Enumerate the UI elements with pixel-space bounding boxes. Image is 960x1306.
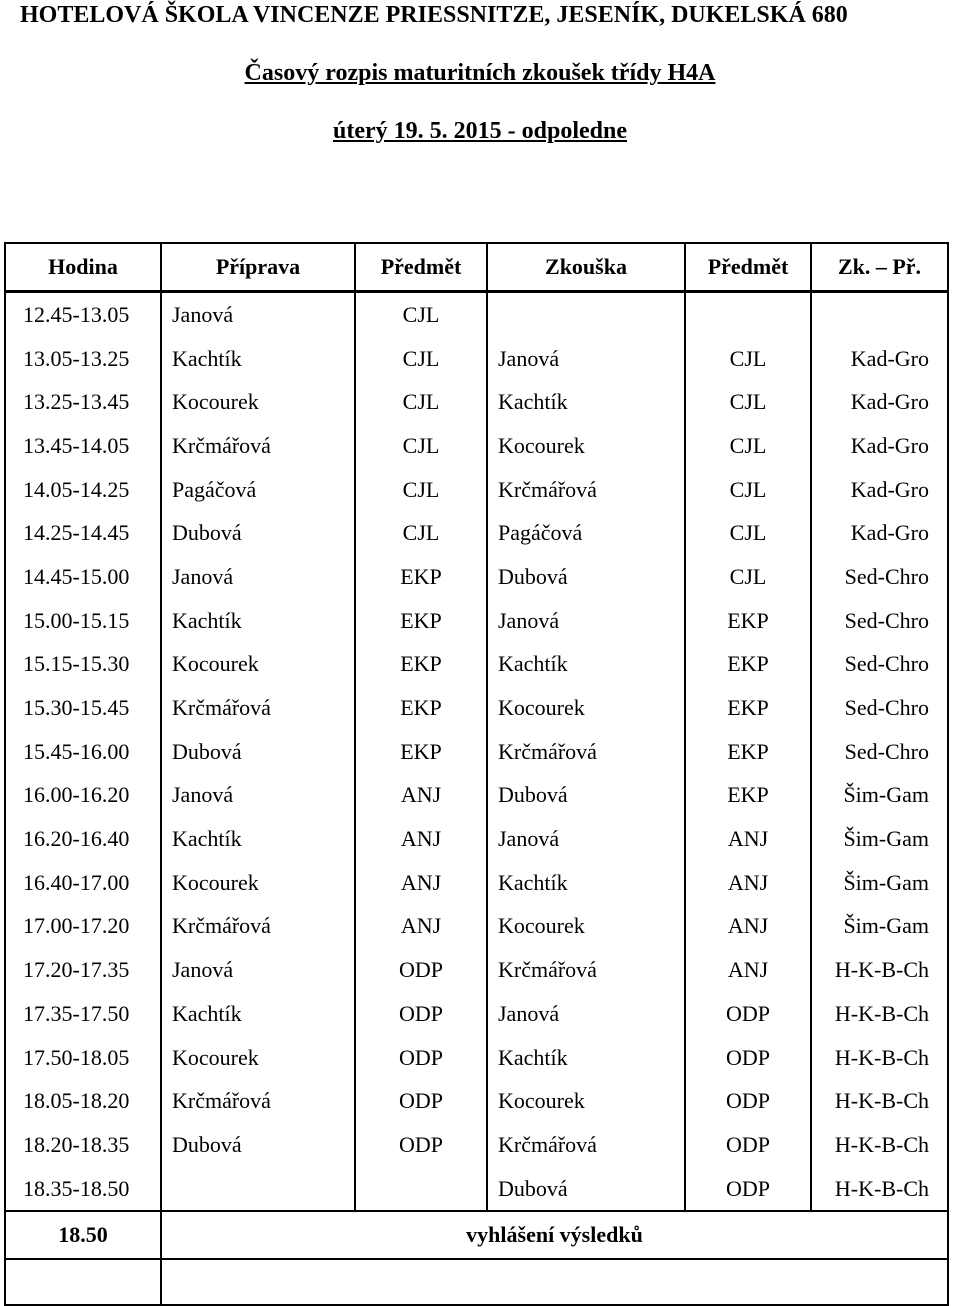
schedule-body [5,292,948,1306]
exam-cell: Krčmářová [487,468,685,512]
preparation-subject-cell: EKP [355,643,487,687]
table-row [5,905,948,949]
preparation-cell: Janová [161,774,355,818]
exam-cell: Kachtík [487,643,685,687]
exam-cell: Kachtík [487,861,685,905]
empty-cell [161,1259,948,1305]
examiners-cell: Sed-Chro [811,643,948,687]
header-row [5,243,948,292]
exam-cell: Dubová [487,1167,685,1212]
exam-subject-cell: CJL [685,511,811,555]
time-cell: 16.20-16.40 [5,817,161,861]
table-row [5,292,948,337]
table-row [5,337,948,381]
time-cell: 17.00-17.20 [5,905,161,949]
preparation-cell: Kachtík [161,817,355,861]
examiners-cell: Šim-Gam [811,861,948,905]
column-header-priprava: Příprava [161,243,355,292]
empty-cell [5,1259,161,1305]
examiners-cell: Šim-Gam [811,905,948,949]
preparation-cell: Kocourek [161,861,355,905]
time-cell: 17.20-17.35 [5,948,161,992]
exam-cell: Kocourek [487,424,685,468]
table-row [5,643,948,687]
time-cell: 13.05-13.25 [5,337,161,381]
preparation-cell: Kachtík [161,992,355,1036]
exam-subject-cell: ODP [685,1079,811,1123]
examiners-cell: Kad-Gro [811,424,948,468]
table-row [5,424,948,468]
table-row [5,686,948,730]
exam-subject-cell: CJL [685,380,811,424]
preparation-subject-cell: CJL [355,337,487,381]
exam-cell: Janová [487,599,685,643]
preparation-cell: Pagáčová [161,468,355,512]
preparation-subject-cell: EKP [355,730,487,774]
exam-subject-cell: ANJ [685,905,811,949]
table-row [5,1167,948,1212]
exam-cell: Janová [487,817,685,861]
examiners-cell: Sed-Chro [811,599,948,643]
preparation-subject-cell: CJL [355,424,487,468]
preparation-subject-cell: CJL [355,468,487,512]
table-row [5,1123,948,1167]
exam-subject-cell: ANJ [685,817,811,861]
preparation-subject-cell: ODP [355,992,487,1036]
exam-subject-cell: CJL [685,555,811,599]
exam-subject-cell: ODP [685,1123,811,1167]
preparation-cell: Dubová [161,511,355,555]
final-label: vyhlášení výsledků [161,1211,948,1259]
preparation-cell: Dubová [161,1123,355,1167]
preparation-subject-cell: ANJ [355,861,487,905]
exam-subject-cell: EKP [685,730,811,774]
exam-cell: Krčmářová [487,730,685,774]
time-cell: 13.25-13.45 [5,380,161,424]
examiners-cell: Kad-Gro [811,511,948,555]
document-title: Časový rozpis maturitních zkoušek třídy H4A [244,60,716,86]
column-header-zk-pr: Zk. – Př. [811,243,948,292]
exam-subject-cell [685,292,811,337]
preparation-subject-cell [355,1167,487,1212]
table-row [5,511,948,555]
preparation-subject-cell: ODP [355,1079,487,1123]
column-header-predmet: Předmět [355,243,487,292]
exam-cell [487,292,685,337]
preparation-subject-cell: EKP [355,599,487,643]
exam-subject-cell: ODP [685,992,811,1036]
time-cell: 17.35-17.50 [5,992,161,1036]
time-cell: 18.05-18.20 [5,1079,161,1123]
preparation-cell: Krčmářová [161,905,355,949]
table-row [5,774,948,818]
exam-subject-cell: CJL [685,424,811,468]
exam-subject-cell: CJL [685,337,811,381]
preparation-subject-cell: ANJ [355,817,487,861]
time-cell: 12.45-13.05 [5,292,161,337]
examiners-cell: H-K-B-Ch [811,1036,948,1080]
preparation-cell: Krčmářová [161,1079,355,1123]
time-cell: 14.45-15.00 [5,555,161,599]
column-header-zkouska: Zkouška [487,243,685,292]
time-cell: 14.05-14.25 [5,468,161,512]
preparation-cell: Janová [161,292,355,337]
examiners-cell: Kad-Gro [811,468,948,512]
examiners-cell: Kad-Gro [811,380,948,424]
exam-cell: Pagáčová [487,511,685,555]
preparation-subject-cell: CJL [355,292,487,337]
table-row [5,948,948,992]
preparation-cell: Kocourek [161,643,355,687]
examiners-cell [811,292,948,337]
exam-cell: Dubová [487,555,685,599]
exam-cell: Kocourek [487,905,685,949]
exam-cell: Janová [487,337,685,381]
preparation-cell: Dubová [161,730,355,774]
preparation-cell: Janová [161,948,355,992]
table-row [5,599,948,643]
exam-subject-cell: EKP [685,774,811,818]
preparation-cell: Kachtík [161,599,355,643]
preparation-subject-cell: ODP [355,948,487,992]
table-row [5,730,948,774]
exam-subject-cell: ANJ [685,948,811,992]
examiners-cell: H-K-B-Ch [811,992,948,1036]
examiners-cell: H-K-B-Ch [811,1167,948,1212]
table-row [5,1079,948,1123]
table-row [5,861,948,905]
exam-cell: Kachtík [487,1036,685,1080]
preparation-cell: Janová [161,555,355,599]
preparation-cell: Krčmářová [161,424,355,468]
table-row [5,555,948,599]
preparation-cell [161,1167,355,1212]
preparation-subject-cell: CJL [355,380,487,424]
school-name: HOTELOVÁ ŠKOLA VINCENZE PRIESSNITZE, JESENÍK, DUKELSKÁ 680 [20,2,848,28]
time-cell: 15.15-15.30 [5,643,161,687]
exam-subject-cell: ODP [685,1167,811,1212]
examiners-cell: H-K-B-Ch [811,948,948,992]
preparation-subject-cell: ANJ [355,905,487,949]
table-row [5,380,948,424]
exam-cell: Dubová [487,774,685,818]
exam-cell: Krčmářová [487,948,685,992]
exam-cell: Kachtík [487,380,685,424]
time-cell: 13.45-14.05 [5,424,161,468]
table-row [5,992,948,1036]
final-row [5,1211,948,1259]
table-row [5,468,948,512]
examiners-cell: Sed-Chro [811,555,948,599]
examiners-cell: H-K-B-Ch [811,1079,948,1123]
preparation-cell: Kocourek [161,1036,355,1080]
exam-cell: Kocourek [487,1079,685,1123]
examiners-cell: Sed-Chro [811,686,948,730]
time-cell: 15.45-16.00 [5,730,161,774]
final-time: 18.50 [5,1211,161,1259]
time-cell: 15.30-15.45 [5,686,161,730]
time-cell: 16.40-17.00 [5,861,161,905]
examiners-cell: H-K-B-Ch [811,1123,948,1167]
table-row [5,817,948,861]
time-cell: 16.00-16.20 [5,774,161,818]
examiners-cell: Šim-Gam [811,817,948,861]
exam-subject-cell: EKP [685,686,811,730]
exam-cell: Janová [487,992,685,1036]
schedule-table [4,242,949,1306]
exam-cell: Krčmářová [487,1123,685,1167]
exam-subject-cell: CJL [685,468,811,512]
preparation-subject-cell: ANJ [355,774,487,818]
preparation-subject-cell: EKP [355,686,487,730]
preparation-subject-cell: EKP [355,555,487,599]
table-row [5,1036,948,1080]
preparation-cell: Krčmářová [161,686,355,730]
examiners-cell: Kad-Gro [811,337,948,381]
preparation-subject-cell: ODP [355,1036,487,1080]
time-cell: 18.20-18.35 [5,1123,161,1167]
exam-cell: Kocourek [487,686,685,730]
time-cell: 17.50-18.05 [5,1036,161,1080]
column-header-predmet-2: Předmět [685,243,811,292]
empty-row [5,1259,948,1305]
preparation-subject-cell: ODP [355,1123,487,1167]
examiners-cell: Sed-Chro [811,730,948,774]
document-date: úterý 19. 5. 2015 - odpoledne [333,118,627,144]
exam-subject-cell: ANJ [685,861,811,905]
time-cell: 14.25-14.45 [5,511,161,555]
preparation-subject-cell: CJL [355,511,487,555]
exam-subject-cell: EKP [685,643,811,687]
exam-subject-cell: ODP [685,1036,811,1080]
exam-subject-cell: EKP [685,599,811,643]
time-cell: 15.00-15.15 [5,599,161,643]
time-cell: 18.35-18.50 [5,1167,161,1212]
preparation-cell: Kachtík [161,337,355,381]
column-header-hodina: Hodina [5,243,161,292]
examiners-cell: Šim-Gam [811,774,948,818]
preparation-cell: Kocourek [161,380,355,424]
